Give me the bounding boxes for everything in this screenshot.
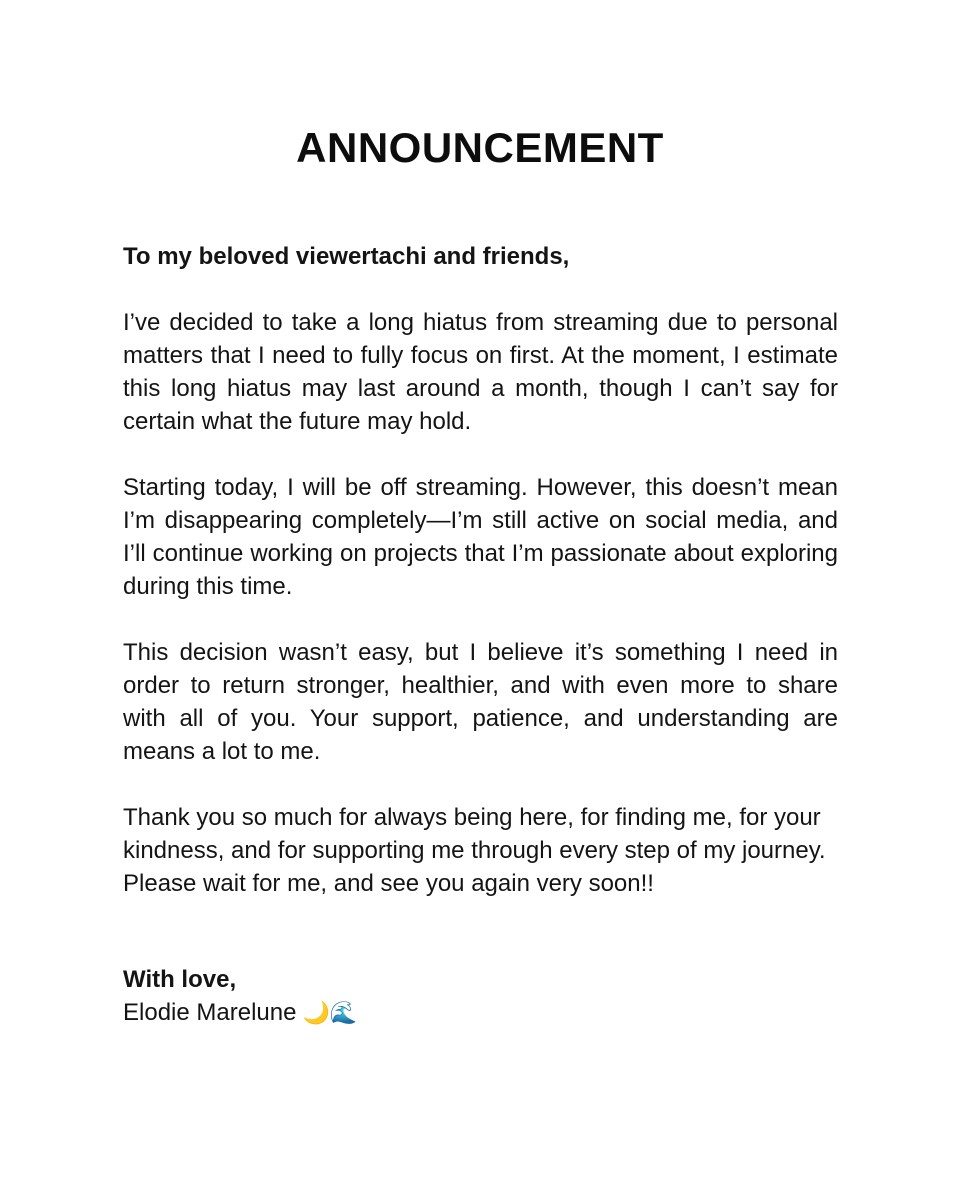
- paragraph-decision: This decision wasn’t easy, but I believe it’s something I need in order to return stronger, healthier, and with even more to share with all of you. Your support, patience, and understanding are means a lot to me.: [123, 639, 838, 765]
- closing-line: With love,: [123, 966, 237, 993]
- paragraph-thanks: Thank you so much for always being here, for finding me, for your kindness, and for supporting me through every step of my journey. Please wait for me, and see you again very soon!!: [123, 804, 826, 897]
- greeting: To my beloved viewertachi and friends,: [123, 243, 570, 270]
- moon-wave-emoji-icon: 🌙🌊: [302, 1000, 358, 1025]
- paragraph-hiatus: I’ve decided to take a long hiatus from streaming due to personal matters that I need to fully focus on first. At the moment, I estimate this long hiatus may last around a month, though I can’t say for certain what the future may hold.: [123, 309, 838, 435]
- signature-name: Elodie Marelune: [123, 999, 297, 1026]
- signature: [123, 996, 838, 1029]
- signoff: [123, 963, 838, 1029]
- letter-body: [123, 240, 838, 900]
- paragraph-off-streaming: Starting today, I will be off streaming. However, this doesn’t mean I’m disappearing completely—I’m still active on social media, and I’ll continue working on projects that I’m passionate about exploring during this time.: [123, 474, 838, 600]
- page-title: ANNOUNCEMENT: [296, 124, 664, 171]
